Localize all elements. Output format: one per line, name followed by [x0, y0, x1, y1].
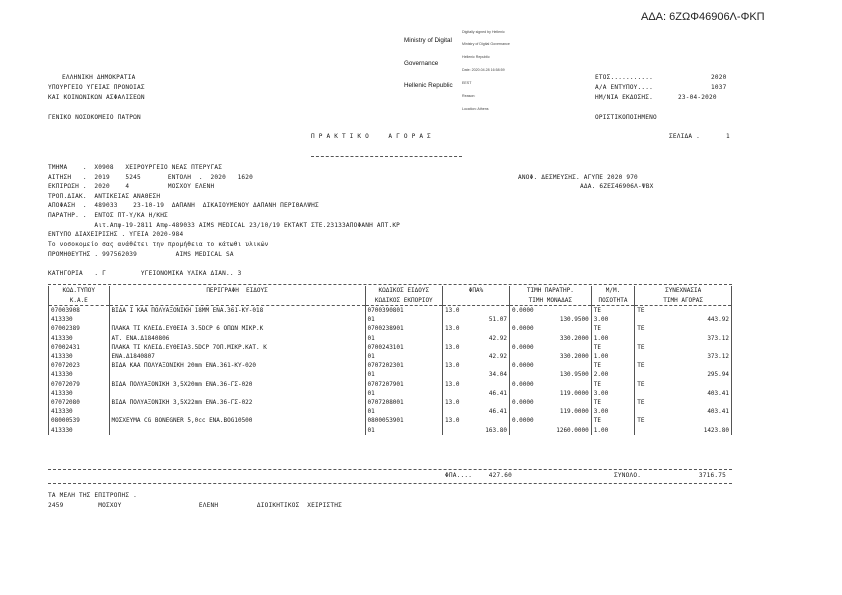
item-vat-rate: 13.0: [443, 398, 510, 407]
item-quantity: 3.00: [591, 407, 635, 416]
item-number: 0707202301: [365, 361, 443, 370]
item-uom: ΤΕ: [591, 380, 635, 389]
item-quantity: 1.00: [591, 352, 635, 361]
stamp-line: Ministry of Digital Governance: [462, 42, 510, 47]
col-item-header: ΚΩΔΙΚΟΣ ΕΙΔΟΥΣ: [365, 286, 443, 296]
item-description-2: [109, 315, 365, 324]
item-vat-amount: 34.04: [443, 370, 510, 379]
item-vat-amount: 46.41: [443, 407, 510, 416]
ministry-line-3: Hellenic Republic: [404, 82, 453, 89]
table-header-row: [49, 286, 732, 296]
table-row: [49, 361, 732, 370]
item-code: 08000539: [49, 416, 110, 425]
item-uom: ΤΕ: [591, 324, 635, 333]
item-price-observatory: 0.0000: [509, 361, 591, 370]
item-number: 0800053901: [365, 416, 443, 425]
item-description-2: ΕΝΑ.Δ1840807: [109, 352, 365, 361]
item-vat-rate: 13.0: [443, 324, 510, 333]
item-kae: 413330: [49, 352, 110, 361]
item-uom-2: ΤΕ: [635, 416, 732, 425]
item-total: 295.94: [635, 370, 732, 379]
item-number: 0707207901: [365, 380, 443, 389]
col-vat-header-2: [443, 296, 510, 306]
item-unit-price: 130.9500: [509, 315, 591, 324]
item-price-observatory: 0.0000: [509, 416, 591, 425]
item-total: 443.92: [635, 315, 732, 324]
item-description: ΒΙΔΑ ΠΟΛΥΑΞΟΝΙΚΗ 3,5Χ22mm ΕΝΑ.36-ΓΣ-022: [109, 398, 365, 407]
item-price-observatory: 0.0000: [509, 380, 591, 389]
item-unit-price: 1260.0000: [509, 425, 591, 434]
item-price-observatory: 0.0000: [509, 306, 591, 316]
item-code: 07002389: [49, 324, 110, 333]
item-kae: 413330: [49, 334, 110, 343]
item-unit-price: 130.9500: [509, 370, 591, 379]
title-underline: [311, 156, 462, 157]
vat-total-label: ΦΠΑ....: [445, 472, 473, 479]
col-desc-header: ΠΕΡΙΓΡΑΦΗ ΕΙΔΟΥΣ: [109, 286, 365, 296]
table-row: [49, 324, 732, 333]
item-code: 07072023: [49, 361, 110, 370]
item-supplier-code: 01: [365, 334, 443, 343]
item-total: 1423.80: [635, 425, 732, 434]
col-purchase-price-header: ΤΙΜΗ ΑΓΟΡΑΣ: [635, 296, 732, 306]
item-quantity: 1.00: [591, 425, 635, 434]
item-uom: ΤΕ: [591, 361, 635, 370]
item-supplier-code: 01: [365, 315, 443, 324]
item-code: 07003908: [49, 306, 110, 316]
item-supplier-code: 01: [365, 352, 443, 361]
items-body: [49, 306, 732, 435]
table-row-continuation: [49, 389, 732, 398]
item-uom: ΤΕ: [591, 416, 635, 425]
item-unit-price: 119.0000: [509, 407, 591, 416]
item-total: 373.12: [635, 334, 732, 343]
committee-member: 2459 ΜΟΣΧΟΥ ΕΛΕΝΗ ΔΙΟΙΚΗΤΙΚΟΣ ΧΕΙΡΙΣΤΗΣ: [48, 502, 343, 509]
item-description-2: [109, 370, 365, 379]
item-kae: 413330: [49, 389, 110, 398]
item-description: ΒΙΔΑ Ι ΚΑΑ ΠΟΛΥΑΞΟΝΙΚΗ 18ΜΜ ΕΝΑ.361-ΚΥ-018: [109, 306, 365, 316]
detail-line: ΑΙΤΗΣΗ . 2019 5245 ΕΝΤΟΛΗ . 2020 1620: [48, 174, 254, 181]
detail-line: Αιτ.Απφ-19-2811 Απφ-489033 AIMS MEDICAL 23/10/19 ΕΚΤΑΚΤ ΣΤΕ.23133ΑΠΟΦΑΝΗ ΑΠΤ.ΚΡ: [48, 222, 401, 229]
detail-line: ΕΚΠΙΡΩΣΗ . 2020 4 ΜΟΣΧΟΥ ΕΛΕΝΗ: [48, 183, 215, 190]
col-qty-header: ΠΟΣΟΤΗΤΑ: [591, 296, 635, 306]
table-row-continuation: [49, 334, 732, 343]
stamp-line: Location: Athens: [462, 106, 489, 111]
item-code: 07002431: [49, 343, 110, 352]
ada-reference: ΑΔΑ. 6ΖΕΣ46906Λ-ΨΒΧ: [580, 183, 654, 190]
item-supplier-code: 01: [365, 407, 443, 416]
item-uom-2: ΤΕ: [635, 380, 732, 389]
ministry-line-1: Ministry of Digital: [404, 37, 452, 44]
col-kae-header: Κ.Α.Ε: [49, 296, 110, 306]
item-quantity: 3.00: [591, 389, 635, 398]
item-vat-amount: 42.92: [443, 352, 510, 361]
table-row: [49, 306, 732, 316]
item-supplier-code: 01: [365, 389, 443, 398]
col-uom-header: Μ/Μ.: [591, 286, 635, 296]
date-value: 23-04-2020: [678, 94, 717, 101]
col-code-header: ΚΩΔ.ΤΥΠΟΥ: [49, 286, 110, 296]
table-row-continuation: [49, 370, 732, 379]
item-total: 403.41: [635, 407, 732, 416]
totals-rule: [48, 469, 732, 470]
final-status: ΟΡΙΣΤΙΚΟΠΟΙΗΜΕΝΟ: [595, 114, 657, 121]
stamp-line: Hellenic Republic: [462, 55, 490, 60]
item-uom-2: ΤΕ: [635, 361, 732, 370]
col-unit-price-header: ΤΙΜΗ ΜΟΝΑΔΑΣ: [509, 296, 591, 306]
item-uom-2: ΤΕ: [635, 398, 732, 407]
date-label: ΗΜ/ΝΙΑ ΕΚΔΟΣΗΣ.: [595, 94, 654, 101]
item-vat-rate: 13.0: [443, 380, 510, 389]
detail-line: Το νοσοκομείο σας ανάθέτει την προμήθεια το κάτωθι υλικών: [48, 241, 269, 248]
table-row: [49, 416, 732, 425]
item-code: 07072079: [49, 380, 110, 389]
item-number: 0707208001: [365, 398, 443, 407]
aa-label: Α/Α ΕΝΤΥΠΟΥ....: [595, 84, 654, 91]
item-vat-amount: 42.92: [443, 334, 510, 343]
item-number: 0700243101: [365, 343, 443, 352]
item-vat-rate: 13.0: [443, 343, 510, 352]
col-total-header: ΣΥΝΕΧΝΑΣΙΑ: [635, 286, 732, 296]
item-quantity: 3.00: [591, 315, 635, 324]
item-uom-2: ΤΕ: [635, 324, 732, 333]
detail-line: ΕΝΤΥΠΟ ΔΙΑΧΕΙΡΙΣΗΣ . ΥΓΕΙΑ 2020-984: [48, 231, 184, 238]
org-line-3: ΚΑΙ ΚΟΙΝΩΝΙΚΩΝ ΑΣΦΑΛΙΣΕΩΝ: [48, 94, 145, 101]
item-uom: ΤΕ: [591, 306, 635, 316]
grand-total-label: ΣΥΝΟΛΟ.: [614, 472, 642, 479]
page-label: ΣΕΛΙΔΑ .: [669, 133, 700, 140]
item-vat-amount: 46.41: [443, 389, 510, 398]
item-uom-2: ΤΕ: [635, 306, 732, 316]
item-description: ΒΙΔΑ ΠΟΛΥΑΞΟΝΙΚΗ 3,5Χ20mm ΕΝΑ.36-ΓΣ-020: [109, 380, 365, 389]
item-total: 373.12: [635, 352, 732, 361]
ministry-name: [404, 22, 453, 97]
detail-line: ΠΑΡΑΤΗΡ. . ΕΝΤΟΣ ΠΤ-Υ/ΚΑ Η/ΚΗΣ: [48, 212, 168, 219]
item-kae: 413330: [49, 407, 110, 416]
item-quantity: 2.00: [591, 370, 635, 379]
stamp-line: Reason:: [462, 94, 476, 99]
item-kae: 413330: [49, 425, 110, 434]
stamp-line: Date: 2020.04.28 16:58:59: [462, 68, 505, 73]
item-code: 07072080: [49, 398, 110, 407]
item-number: 0700238901: [365, 324, 443, 333]
item-description: ΠΛΑΚΑ ΤΙ ΚΛΕΙΔ.ΕΥΘΕΙΑ 3.5DCP 6 ΟΠΩΝ ΜΙΚΡ.Κ: [109, 324, 365, 333]
item-supplier-code: 01: [365, 425, 443, 434]
item-vat-rate: 13.0: [443, 361, 510, 370]
item-vat-rate: 13.0: [443, 416, 510, 425]
stamp-line: EEST: [462, 81, 472, 86]
ministry-line-2: Governance: [404, 59, 439, 67]
item-uom: ΤΕ: [591, 343, 635, 352]
item-supplier-code: 01: [365, 370, 443, 379]
committee-title: ΤΑ ΜΕΛΗ ΤΗΣ ΕΠΙΤΡΟΠΗΣ .: [48, 492, 137, 499]
ada-code: ΑΔΑ: 6ΖΩΦ46906Λ-ΦΚΠ: [641, 11, 765, 23]
stamp-line: Digitally signed by Hellenic: [462, 29, 505, 34]
item-uom: ΤΕ: [591, 398, 635, 407]
table-row: [49, 380, 732, 389]
item-unit-price: 330.2000: [509, 334, 591, 343]
digital-signature-stamp: [462, 21, 510, 116]
year-label: ΕΤΟΣ...........: [595, 74, 654, 81]
col-supplier-code-header: ΚΩΔΙΚΟΣ ΕΚΠΟΡΙΟΥ: [365, 296, 443, 306]
commitment-line: ΑΝΟΦ. ΔΕΣΜΕΥΣΗΣ. ΑΓΥΠΕ 2020 970: [518, 174, 638, 181]
item-description: ΒΙΔΑ ΚΑΑ ΠΟΛΥΑΞΟΝΙΚΗ 20mm ΕΝΑ.361-ΚΥ-020: [109, 361, 365, 370]
item-kae: 413330: [49, 315, 110, 324]
item-kae: 413330: [49, 370, 110, 379]
item-description-2: [109, 407, 365, 416]
item-total: 403.41: [635, 389, 732, 398]
col-vat-header: ΦΠΑ%: [443, 286, 510, 296]
item-uom-2: ΤΕ: [635, 343, 732, 352]
vat-total-value: 427.60: [488, 472, 512, 479]
table-row-continuation: [49, 315, 732, 324]
year-value: 2020: [711, 74, 727, 81]
col-price-header: ΤΙΜΗ ΠΑΡΑΤΗΡ.: [509, 286, 591, 296]
item-vat-amount: 163.80: [443, 425, 510, 434]
aa-value: 1037: [711, 84, 727, 91]
item-description-2: [109, 389, 365, 398]
document-title: Π Ρ Α Κ Τ Ι Κ Ο Α Γ Ο Ρ Α Σ: [311, 133, 431, 140]
org-line-1: ΕΛΛΗΝΙΚΗ ΔΗΜΟΚΡΑΤΙΑ: [62, 74, 136, 81]
table-row-continuation: [49, 425, 732, 434]
detail-line: ΑΠΟΦΑΣΗ . 489033 23-10-19 ΔΑΠΑΝΗ ΔΙΚΑΙΟΥΜΕΝΟΥ ΔΑΠΑΝΗ ΠΕΡΙΘΑΛΨΗΣ: [48, 202, 319, 209]
item-description-2: ΑΤ. ΕΝΑ.Δ1840806: [109, 334, 365, 343]
item-vat-amount: 51.07: [443, 315, 510, 324]
org-line-2: ΥΠΟΥΡΓΕΙΟ ΥΓΕΙΑΣ ΠΡΟΝΟΙΑΣ: [48, 84, 145, 91]
item-vat-rate: 13.0: [443, 306, 510, 316]
table-row: [49, 398, 732, 407]
page-value: 1: [726, 133, 730, 140]
item-unit-price: 119.0000: [509, 389, 591, 398]
detail-line: ΤΜΗΜΑ . Χ0908 ΧΕΙΡΟΥΡΓΕΙΟ ΝΕΑΣ ΠΤΕΡΥΓΑΣ: [48, 164, 223, 171]
item-description-2: [109, 425, 365, 434]
table-row-continuation: [49, 352, 732, 361]
grand-total-value: 3716.75: [698, 472, 726, 479]
table-row: [49, 343, 732, 352]
detail-line: ΤΡΟΠ.ΔΙΑΚ. ΑΝΤΙΚΕΙΑΣ ΑΝΑΘΕΣΗ: [48, 193, 161, 200]
item-description: ΜΟΣΧΕΥΜΑ CG BONEGNER 5,0cc ΕΝΑ.BOG10500: [109, 416, 365, 425]
item-price-observatory: 0.0000: [509, 324, 591, 333]
items-table: [48, 286, 732, 435]
table-bottom-rule: [48, 483, 732, 484]
item-description: ΠΛΑΚΑ ΤΙ ΚΛΕΙΔ.ΕΥΘΕΙΑ3.5DCP 7ΟΠ.ΜΙΚΡ.ΚΑΤ. Κ: [109, 343, 365, 352]
item-price-observatory: 0.0000: [509, 343, 591, 352]
detail-line: ΠΡΟΜΗΘΕΥΤΗΣ . 997562039 AIMS MEDICAL SA: [48, 251, 234, 258]
hospital-name: ΓΕΝΙΚΟ ΝΟΣΟΚΟΜΕΙΟ ΠΑΤΡΩΝ: [48, 114, 141, 121]
item-quantity: 1.00: [591, 334, 635, 343]
item-unit-price: 330.2000: [509, 352, 591, 361]
item-number: 0700390801: [365, 306, 443, 316]
col-desc-header-2: [109, 296, 365, 306]
table-top-rule: [48, 284, 732, 285]
item-price-observatory: 0.0000: [509, 398, 591, 407]
category-line: ΚΑΤΗΓΟΡΙΑ . Γ ΥΓΕΙΟΝΟΜΙΚΑ ΥΛΙΚΑ ΔΙΑΝ.. 3: [48, 270, 242, 277]
table-row-continuation: [49, 407, 732, 416]
table-header-row-2: [49, 296, 732, 306]
